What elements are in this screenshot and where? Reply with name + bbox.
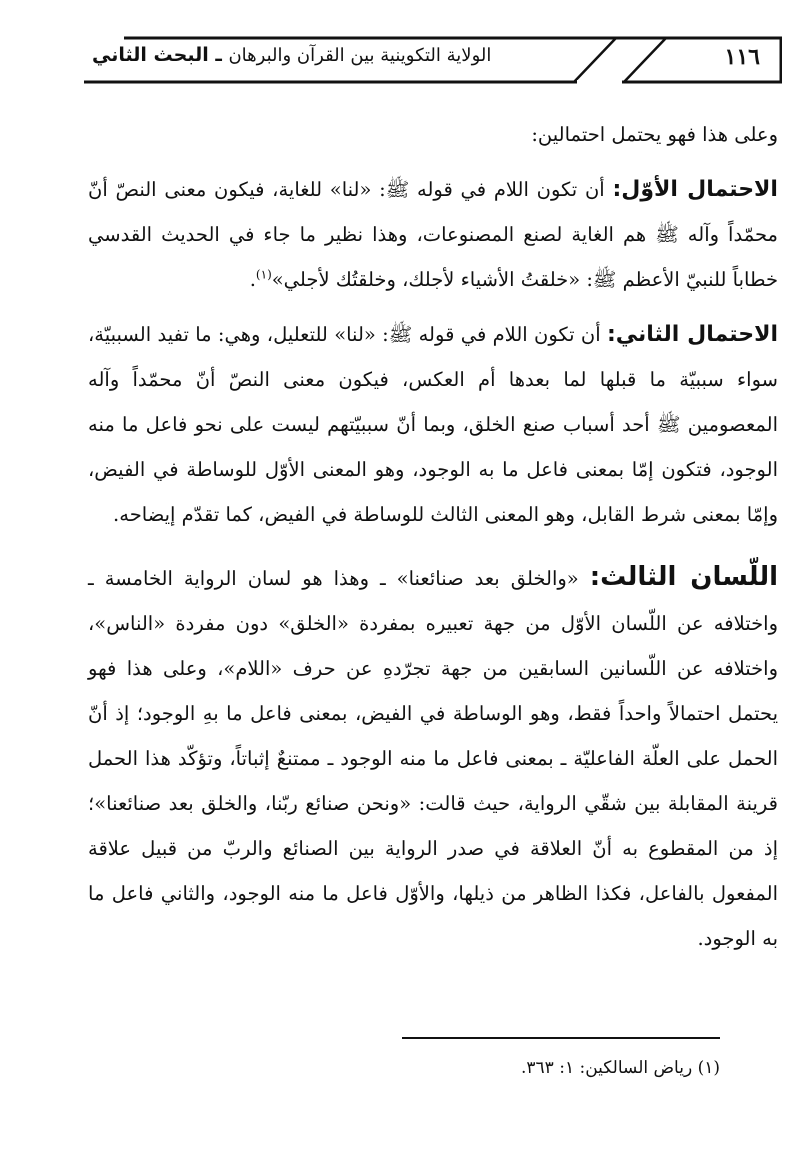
footnote-mark: (١) bbox=[697, 1058, 720, 1078]
first-possibility-text: أن تكون اللام في قوله ﷺ: «لنا» للغاية، فيكون معنى النصّ أنّ محمّداً وآله ﷺ هم الغاية لصنع المصنوعات، وهذا نظير ما جاء في الحديث القدسي خطاباً للنبيّ الأعظم ﷺ: «خلقتُ الأشياء لأجلك، وخلقتُك لأجلي» bbox=[88, 178, 778, 291]
intro-paragraph: وعلى هذا فهو يحتمل احتمالين: bbox=[531, 123, 778, 146]
third-tongue-text: «والخلق بعد صنائعنا» ـ وهذا هو لسان الرواية الخامسة ـ واختلافه عن اللّسان الأوّل من جهة تعبيره بمفردة «الخلق» دون مفردة «الناس»، واختلافه عن اللّسانين السابقين من جهة تجرّدهِ عن حرف «اللام»، وعلى هذا فهو يحتمل احتمالاً واحداً فقط، وهو الوساطة في الفيض، بمعنى فاعل ما بهِ الوجود؛ إذ أنّ الحمل على العلّة الفاعليّة ـ بمعنى فاعل ما منه الوجود ـ ممتنعٌ إثباتاً، وتؤكّد هذا الحمل قرينة المقابلة بين شقّي الرواية، حيث قالت: «ونحن صنائع ربّنا، والخلق بعد صنائعنا»؛ إذ من المقطوع به أنّ العلاقة في صدر الرواية بين الصنائع والربّ من قبيل علاقة المفعول بالفاعل، فكذا الظاهر من ذيلها، والأوّل فاعل ما منه الوجود، والثاني فاعل ما به الوجود. bbox=[88, 567, 778, 950]
sentence-end: . bbox=[249, 268, 256, 291]
paragraph-third-tongue bbox=[88, 555, 778, 961]
running-title bbox=[92, 44, 512, 66]
footnote-text: رياض السالكين: ١: ٣٦٣. bbox=[520, 1058, 698, 1078]
paragraph-first-possibility bbox=[88, 167, 778, 302]
paragraph-second-possibility bbox=[88, 312, 778, 537]
footnote bbox=[88, 1058, 720, 1078]
footnote-reference[interactable]: (١) bbox=[255, 267, 272, 282]
title-separator: ـ bbox=[208, 44, 229, 66]
second-possibility-text: أن تكون اللام في قوله ﷺ: «لنا» للتعليل، وهي: ما تفيد السببيّة، سواء سببيّة ما قبلها لما بعدها أم العكس، فيكون معنى النصّ أنّ محمّداً وآله المعصومين ﷺ أحد أسباب صنع الخلق، وبما أنّ سببيّتهم ليست على نحو فاعل ما منه الوجود، فتكون إمّا بمعنى فاعل ما به الوجود، وهو المعنى الأوّل للوساطة في الفيض، وإمّا بمعنى شرط القابل، وهو المعنى الثالث للوساطة في الفيض، كما تقدّم إيضاحه. bbox=[88, 323, 778, 526]
second-possibility-label: الاحتمال الثاني: bbox=[606, 322, 778, 347]
book-title: الولاية التكوينية بين القرآن والبرهان bbox=[228, 45, 492, 66]
page-number: ١١٦ bbox=[724, 44, 760, 70]
third-tongue-label: اللّسان الثالث: bbox=[589, 562, 778, 592]
first-possibility-label: الاحتمال الأوّل: bbox=[612, 177, 778, 202]
page-body bbox=[88, 112, 778, 961]
section-title: البحث الثاني bbox=[92, 44, 209, 66]
running-header bbox=[84, 36, 782, 84]
footnote-divider bbox=[402, 1037, 720, 1039]
